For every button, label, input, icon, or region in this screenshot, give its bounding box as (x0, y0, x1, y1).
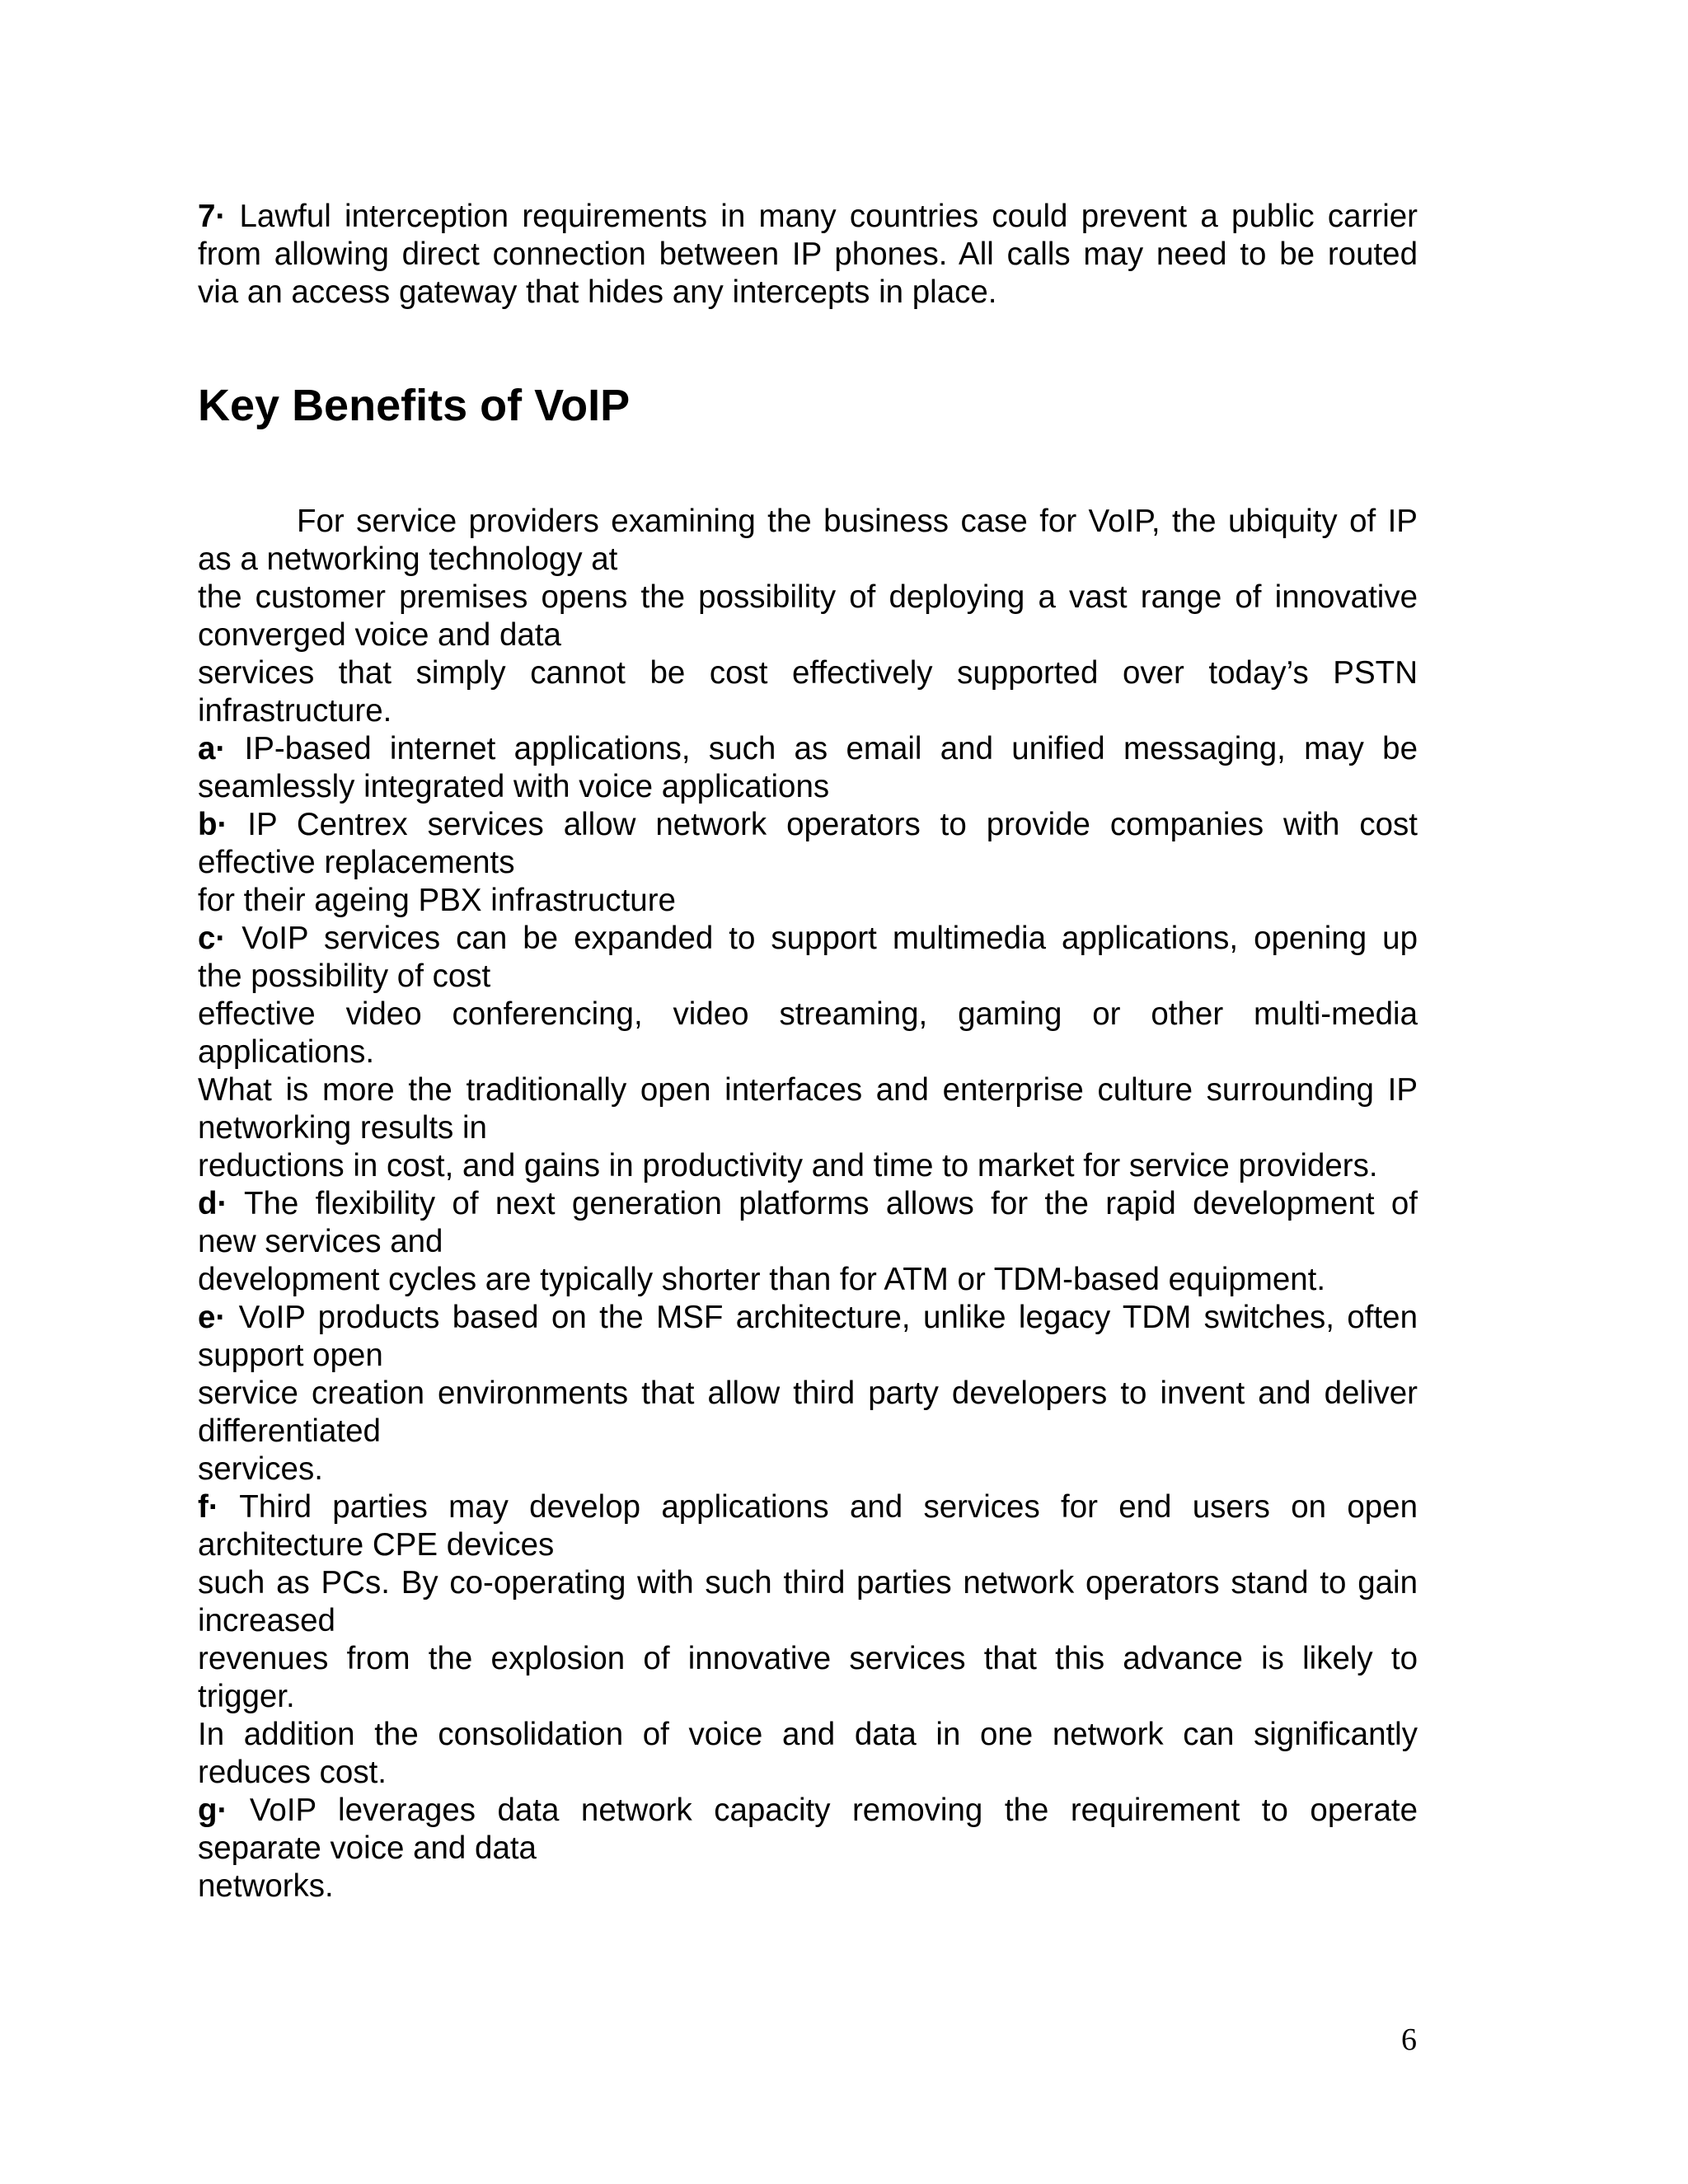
item-7-text: Lawful interception requirements in many countries could prevent a public carrier (239, 199, 1418, 234)
benefit-line: the possibility of cost (198, 958, 491, 994)
intro-line: converged voice and data (198, 617, 561, 653)
item-7 (198, 198, 1418, 312)
benefit-line: reductions in cost, and gains in productivity and time to market for service providers. (198, 1148, 1378, 1183)
benefit-c-continuation (198, 1071, 1418, 1185)
item-7-line-2: from allowing direct connection between IP phones. All calls may need to be routed (198, 237, 1418, 272)
body-block (198, 503, 1418, 1905)
item-7-line-1 (198, 198, 1418, 236)
benefit-g (198, 1792, 1418, 1905)
benefit-line (198, 1185, 1418, 1223)
benefit-line: effective replacements (198, 845, 515, 880)
benefit-marker: a· (198, 731, 227, 766)
benefit-line: support open (198, 1338, 383, 1373)
benefit-line (198, 920, 1418, 958)
intro-line: infrastructure. (198, 693, 392, 729)
benefit-line (198, 1299, 1418, 1337)
benefit-marker: e· (198, 1300, 227, 1335)
benefit-text: VoIP products based on the MSF architecture, unlike legacy TDM switches, often (238, 1300, 1418, 1335)
benefit-line (198, 730, 1418, 768)
benefit-line: service creation environments that allow third party developers to invent and deliver (198, 1376, 1418, 1411)
benefit-line (198, 806, 1418, 844)
benefit-f-continuation (198, 1716, 1418, 1792)
benefit-line: new services and (198, 1224, 443, 1259)
benefit-c (198, 920, 1418, 1071)
benefit-text: Third parties may develop applications and services for end users on open (239, 1489, 1418, 1525)
benefit-marker: c· (198, 921, 227, 956)
benefit-line: In addition the consolidation of voice and data in one network can significantly (198, 1717, 1418, 1752)
benefit-line (198, 1488, 1418, 1526)
section-heading: Key Benefits of VoIP (198, 381, 631, 430)
benefit-marker: d· (198, 1186, 228, 1221)
page-number: 6 (1401, 2022, 1417, 2057)
benefit-line: What is more the traditionally open interfaces and enterprise culture surrounding IP (198, 1072, 1418, 1108)
benefit-a (198, 730, 1418, 806)
benefit-text: The flexibility of next generation platforms allows for the rapid development of (243, 1186, 1418, 1221)
benefit-text: VoIP services can be expanded to support multimedia applications, opening up (241, 921, 1418, 956)
benefit-line: reduces cost. (198, 1755, 387, 1790)
benefit-line: for their ageing PBX infrastructure (198, 883, 676, 918)
benefit-marker: b· (198, 807, 228, 842)
benefit-marker: g· (198, 1793, 228, 1828)
intro-line: as a networking technology at (198, 541, 618, 577)
benefit-line: services. (198, 1451, 323, 1487)
benefit-marker: f· (198, 1489, 219, 1525)
intro-line: the customer premises opens the possibility of deploying a vast range of innovative (198, 579, 1418, 615)
benefit-line: trigger. (198, 1679, 295, 1714)
benefit-line: networks. (198, 1868, 334, 1904)
benefit-text: VoIP leverages data network capacity removing the requirement to operate (249, 1793, 1418, 1828)
benefit-line: applications. (198, 1034, 375, 1070)
benefit-line (198, 1792, 1418, 1830)
intro-line: services that simply cannot be cost effectively supported over today’s PSTN (198, 655, 1418, 691)
benefit-line: increased (198, 1603, 335, 1638)
benefit-line: networking results in (198, 1110, 487, 1146)
item-7-marker: 7· (198, 199, 227, 234)
benefit-d (198, 1185, 1418, 1299)
benefit-e (198, 1299, 1418, 1488)
benefit-b (198, 806, 1418, 920)
benefit-line: such as PCs. By co-operating with such third parties network operators stand to gain (198, 1565, 1418, 1601)
benefit-f (198, 1488, 1418, 1716)
benefit-line: effective video conferencing, video streaming, gaming or other multi-media (198, 996, 1418, 1032)
benefit-line: differentiated (198, 1413, 381, 1449)
intro-paragraph (198, 503, 1418, 730)
benefit-line: separate voice and data (198, 1830, 537, 1866)
benefit-line: development cycles are typically shorter than for ATM or TDM-based equipment. (198, 1262, 1326, 1297)
benefit-line: architecture CPE devices (198, 1527, 555, 1563)
item-7-line-3: via an access gateway that hides any intercepts in place. (198, 274, 997, 310)
benefit-line: revenues from the explosion of innovative services that this advance is likely to (198, 1641, 1418, 1676)
benefit-line: seamlessly integrated with voice applications (198, 769, 830, 804)
benefit-text: IP Centrex services allow network operators to provide companies with cost (247, 807, 1418, 842)
benefit-text: IP-based internet applications, such as email and unified messaging, may be (244, 731, 1418, 766)
intro-line: For service providers examining the business case for VoIP, the ubiquity of IP (297, 504, 1418, 539)
